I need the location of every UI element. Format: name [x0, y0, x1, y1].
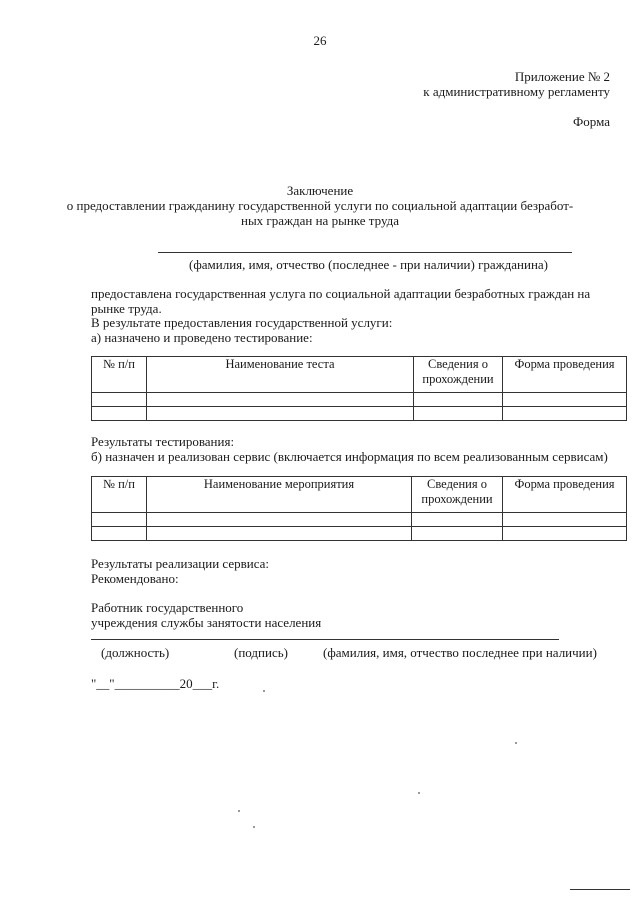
service-col-number: № п/п	[92, 477, 147, 513]
service-results-label: Результаты реализации сервиса:	[91, 556, 270, 571]
full-name-caption: (фамилия, имя, отчество последнее при наличии)	[323, 645, 597, 660]
date-line: "__"__________20___г.	[91, 676, 220, 691]
testing-table	[91, 356, 627, 421]
testing-col-number: № п/п	[92, 357, 147, 393]
document-title: Заключение	[286, 183, 354, 198]
appendix-label: Приложение № 2	[514, 69, 610, 84]
scan-speck	[515, 742, 517, 744]
document-subtitle-line2: ных граждан на рынке труда	[240, 213, 400, 228]
table-row	[92, 527, 627, 541]
service-col-completion: Сведения о прохождении	[412, 477, 503, 513]
scan-speck	[418, 792, 420, 794]
service-table-header-row	[92, 477, 627, 513]
testing-table-header-row	[92, 357, 627, 393]
service-col-form: Форма проведения	[503, 477, 627, 513]
service-table	[91, 476, 627, 541]
table-row	[92, 513, 627, 527]
citizen-name-line	[158, 252, 572, 253]
position-caption: (должность)	[101, 645, 170, 660]
scan-speck	[263, 690, 265, 692]
testing-col-form: Форма проведения	[503, 357, 627, 393]
service-heading: б) назначен и реализован сервис (включается информация по всем реализованным сервисам)	[91, 449, 608, 464]
testing-col-completion: Сведения о прохождении	[414, 357, 503, 393]
testing-col-test-name: Наименование теста	[147, 357, 414, 393]
worker-label-line2: учреждения службы занятости населения	[91, 615, 322, 630]
signature-caption: (подпись)	[234, 645, 288, 660]
intro-line1: предоставлена государственная услуга по социальной адаптации безработных граждан на	[91, 286, 591, 301]
intro-line3: В результате предоставления государственной услуги:	[91, 315, 393, 330]
recommended-label: Рекомендовано:	[91, 571, 179, 586]
worker-label-line1: Работник государственного	[91, 600, 244, 615]
form-label: Форма	[573, 114, 610, 129]
signature-line	[91, 639, 559, 640]
citizen-name-caption: (фамилия, имя, отчество (последнее - при наличии) гражданина)	[189, 257, 549, 272]
testing-heading: а) назначено и проведено тестирование:	[91, 330, 313, 345]
scan-speck	[238, 810, 240, 812]
testing-results-label: Результаты тестирования:	[91, 434, 235, 449]
page-number: 26	[313, 33, 327, 48]
service-col-event-name: Наименование мероприятия	[147, 477, 412, 513]
table-row	[92, 407, 627, 421]
intro-line2: рынке труда.	[91, 301, 162, 316]
document-subtitle-line1: о предоставлении гражданину государственной услуги по социальной адаптации безработ-	[66, 198, 574, 213]
regulation-label: к административному регламенту	[423, 84, 610, 99]
table-row	[92, 393, 627, 407]
scan-speck	[253, 826, 255, 828]
corner-mark	[570, 889, 630, 890]
